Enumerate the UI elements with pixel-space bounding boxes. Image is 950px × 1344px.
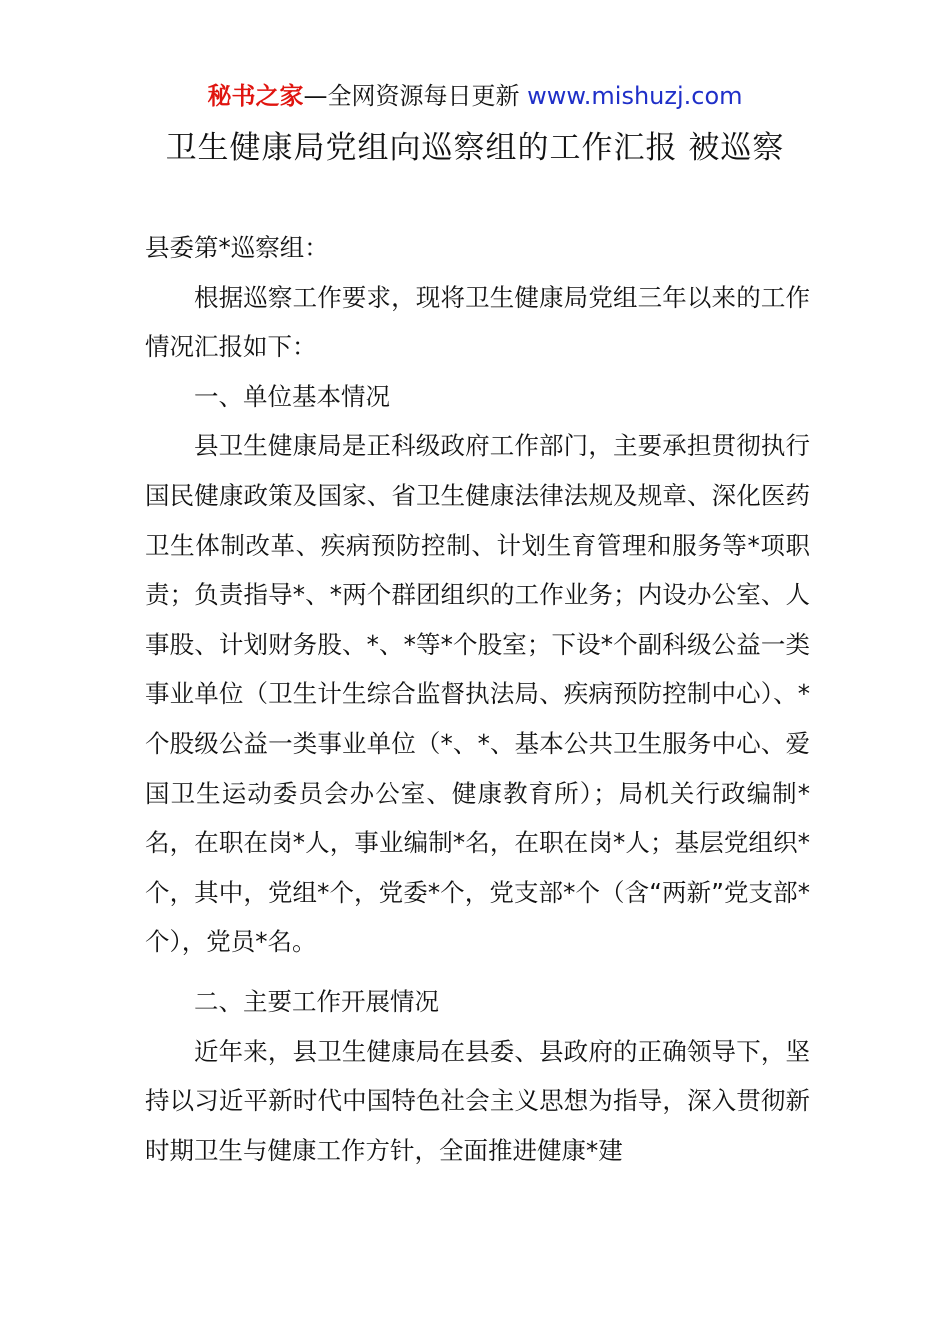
section-heading-main-work: 二、主要工作开展情况 <box>194 986 439 1016</box>
basic-info-paragraph: 县卫生健康局是正科级政府工作部门，主要承担贯彻执行国民健康政策及国家、省卫生健康法律法规及规章、深化医药卫生体制改革、疾病预防控制、计划生育管理和服务等*项职责；负责指导*、*两个群团组织的工作业务；内设办公室、人事股、计划财务股、*、*等*个股室；下设*个副科级公益一类事业单位（卫生计生综合监督执法局、疾病预防控制中心）、*个股级公益一类事业单位（*、*、基本公共卫生服务中心、爱国卫生运动委员会办公室、健康教育所）；局机关行政编制*名，在职在岗*人，事业编制*名，在职在岗*人；基层党组织*个，其中，党组*个，党委*个，党支部*个（含“两新”党支部*个），党员*名。 <box>145 431 810 957</box>
site-url-link[interactable]: www.mishuzj.com <box>527 82 743 110</box>
section-heading-basic-info: 一、单位基本情况 <box>194 381 390 411</box>
document-title: 卫生健康局党组向巡察组的工作汇报 被巡察 <box>165 130 785 166</box>
intro-paragraph: 根据巡察工作要求，现将卫生健康局党组三年以来的工作情况汇报如下： <box>145 282 810 362</box>
salutation: 县委第*巡察组： <box>145 233 329 262</box>
main-work-paragraph: 近年来，县卫生健康局在县委、县政府的正确领导下，坚持以习近平新时代中国特色社会主义思想为指导，深入贯彻新时期卫生与健康工作方针，全面推进健康*建 <box>145 1036 810 1165</box>
brand-name: 秘书之家 <box>207 82 304 110</box>
banner-slogan: —全网资源每日更新 <box>303 82 520 110</box>
document-body <box>145 223 810 1175</box>
site-banner <box>0 80 950 112</box>
